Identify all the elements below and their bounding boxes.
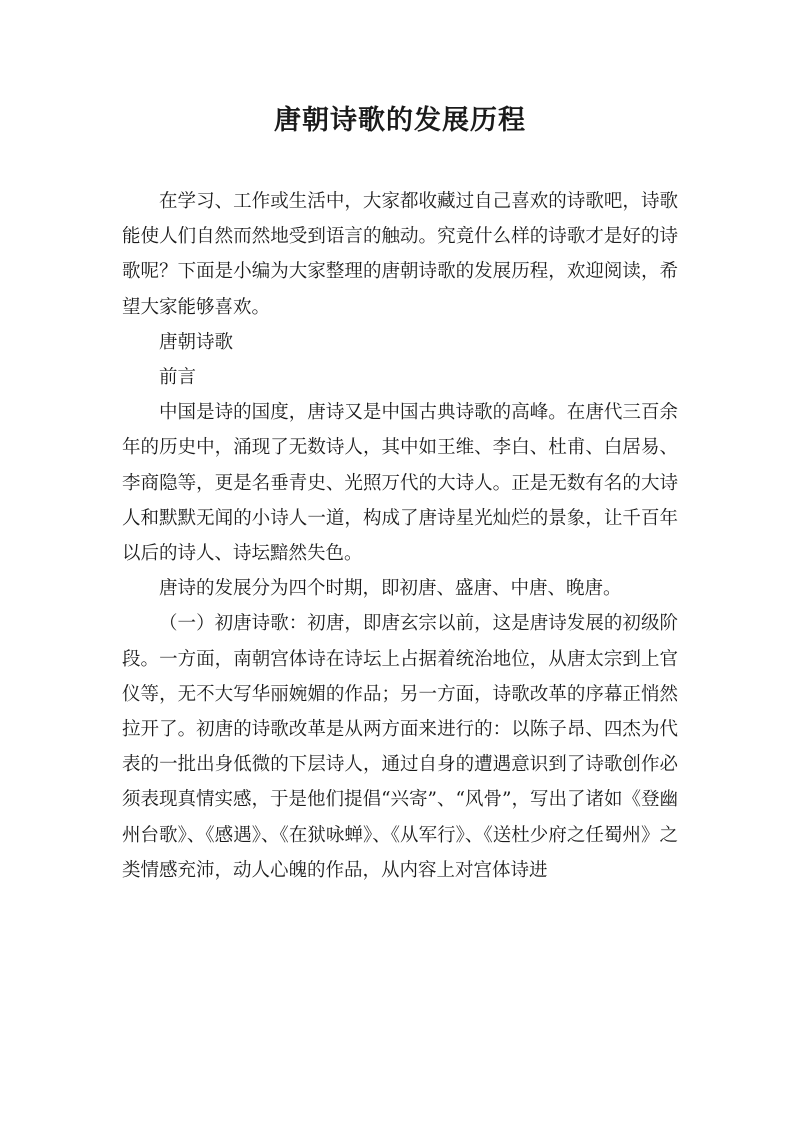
paragraph-intro: 在学习、工作或生活中，大家都收藏过自己喜欢的诗歌吧，诗歌能使人们自然而然地受到语言的触动。究竟什么样的诗歌才是好的诗歌呢？下面是小编为大家整理的唐朝诗歌的发展历程，欢迎阅读，希望大家能够喜欢。: [122, 191, 678, 318]
paragraph-early-tang: （一）初唐诗歌：初唐，即唐玄宗以前，这是唐诗发展的初级阶段。一方面，南朝宫体诗在诗坛上占据着统治地位，从唐太宗到上官仪等，无不大写华丽婉媚的作品；另一方面，诗歌改革的序幕正悄然拉开了。初唐的诗歌改革是从两方面来进行的：以陈子昂、四杰为代表的一批出身低微的下层诗人，通过自身的遭遇意识到了诗歌创作必须表现真情实感，于是他们提倡“兴寄”、“风骨”，写出了诸如《登幽州台歌》、《感遇》、《在狱咏蝉》、《从军行》、《送杜少府之任蜀州》之类情感充沛，动人心魄的作品，从内容上对宫体诗进: [122, 613, 678, 881]
section-heading-tang-poetry: 唐朝诗歌: [159, 331, 234, 353]
paragraph-four-periods: 唐诗的发展分为四个时期，即初唐、盛唐、中唐、晚唐。: [159, 578, 622, 600]
paragraph-preface: 中国是诗的国度，唐诗又是中国古典诗歌的高峰。在唐代三百余年的历史中，涌现了无数诗人，其中如王维、李白、杜甫、白居易、李商隐等，更是名垂青史、光照万代的大诗人。正是无数有名的大诗人和默默无闻的小诗人一道，构成了唐诗星光灿烂的景象，让千百年以后的诗人、诗坛黯然失色。: [122, 402, 678, 565]
section-heading-preface: 前言: [159, 367, 197, 389]
document-body: [122, 184, 678, 888]
document-title: 唐朝诗歌的发展历程: [274, 105, 526, 136]
